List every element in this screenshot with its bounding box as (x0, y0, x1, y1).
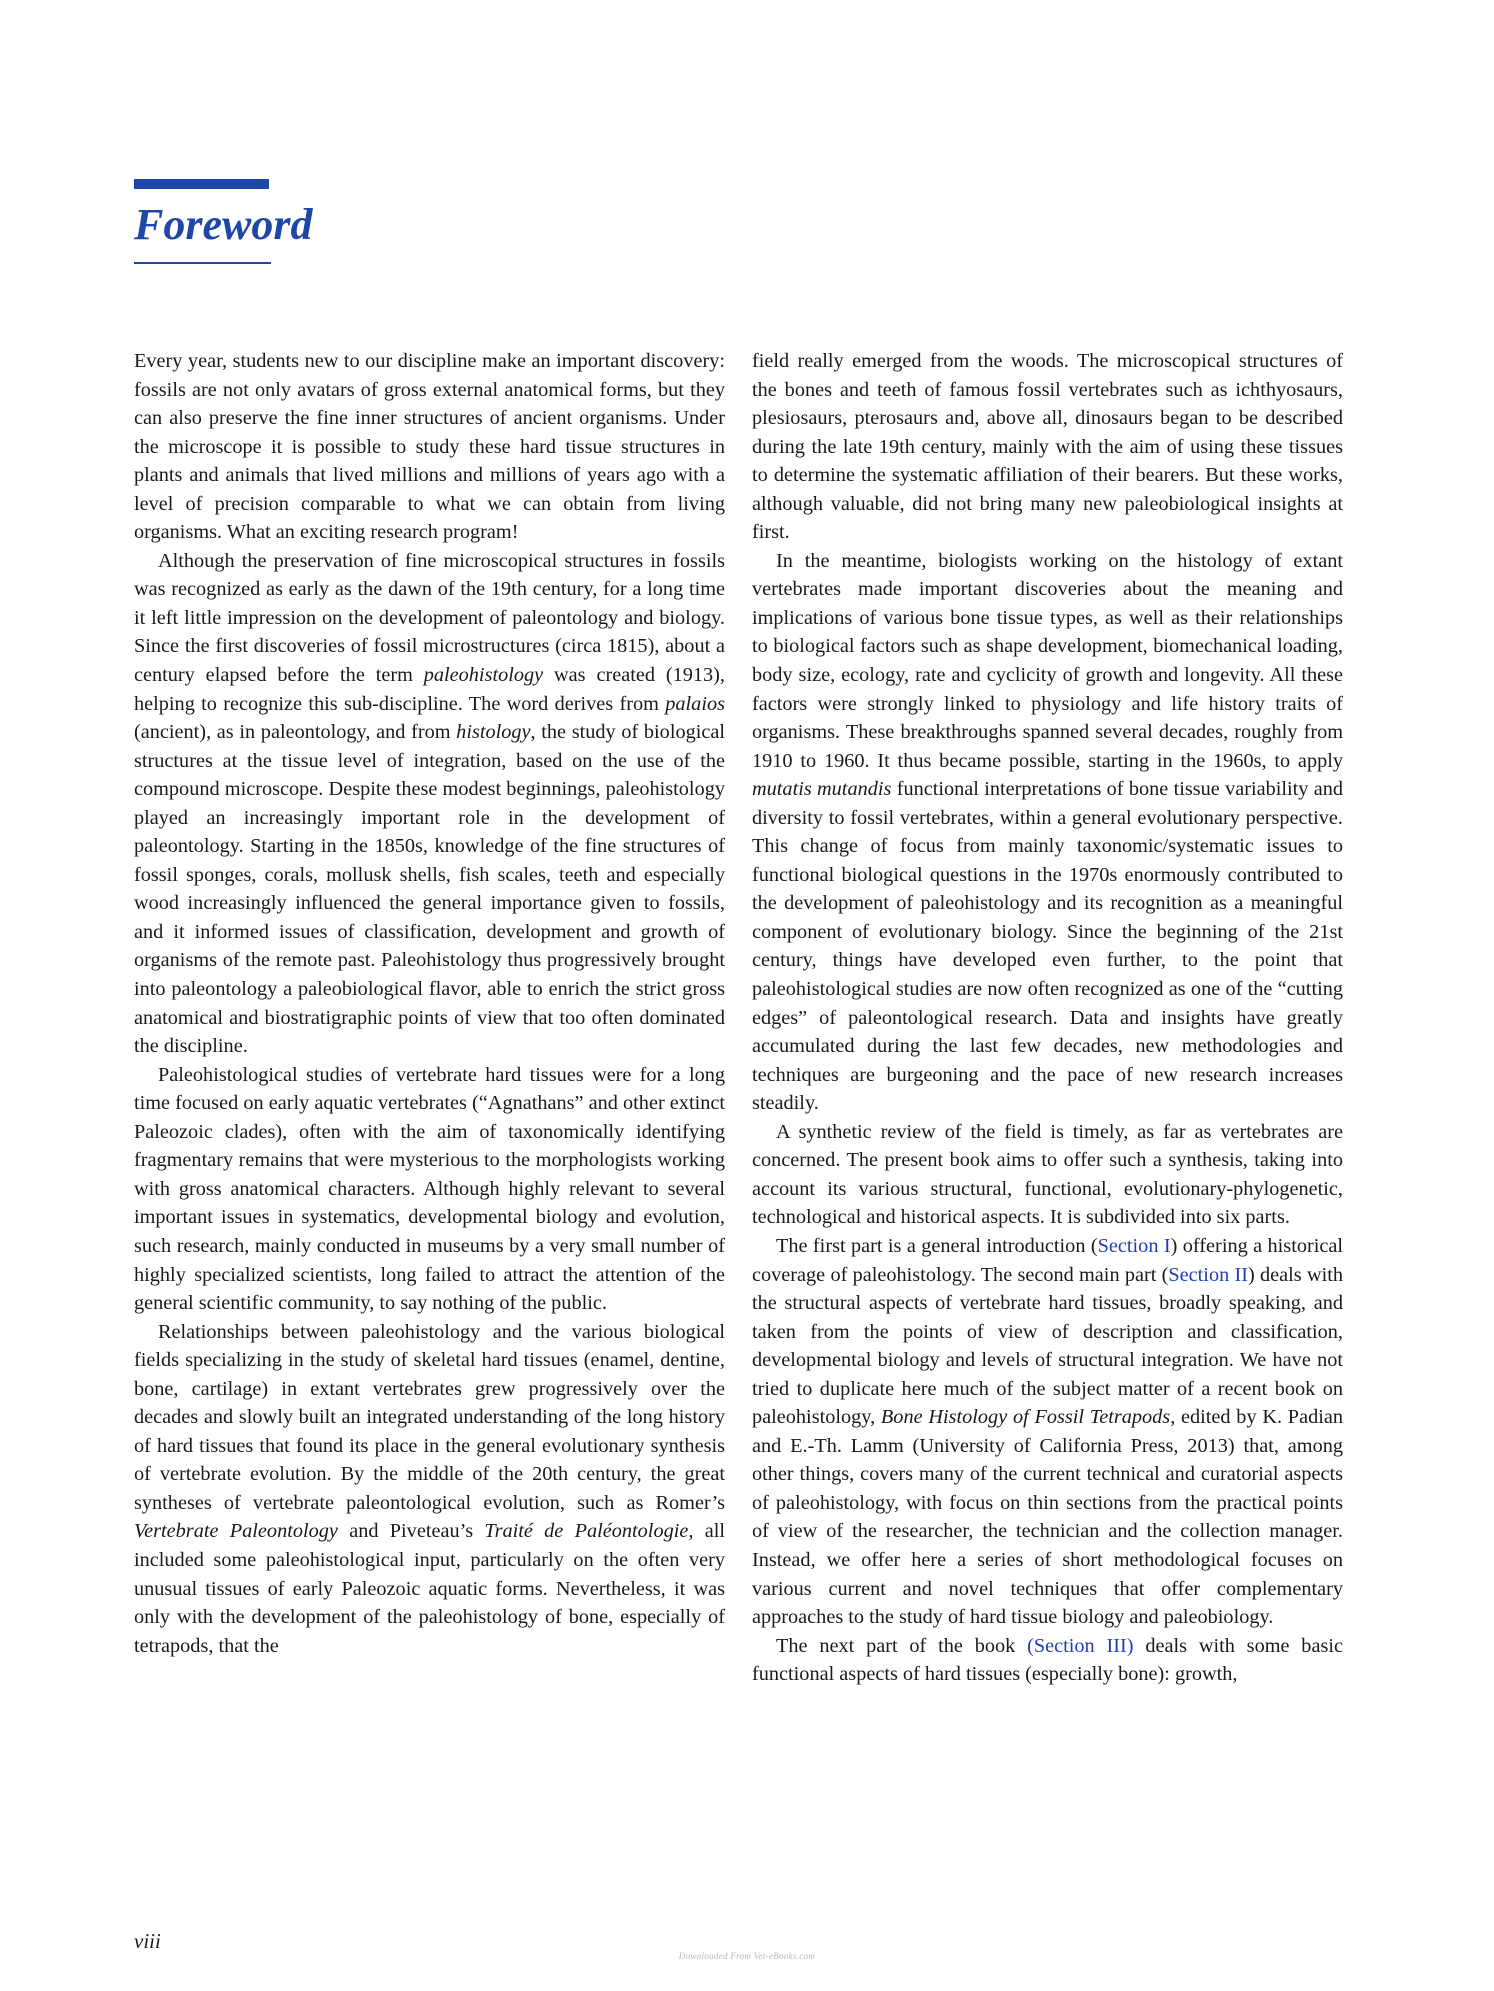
paragraph: Paleohistological studies of vertebrate hard tissues were for a long time focused on early aquatic vertebrates (“Agnathans” and other extinct Paleozoic clades), often with the aim of taxonomically identifying fragmentary remains that were mysterious to the morphologists working with gross anatomical characters. Although highly relevant to several important issues in systematics, developmental biology and evolution, such research, mainly conducted in museums by a very small number of highly specialized scientists, long failed to attract the attention of the general scientific community, to say nothing of the public. (134, 1063, 725, 1315)
italic-title: Vertebrate Paleontology (134, 1520, 338, 1543)
text-run: In the meantime, biologists working on the histology of extant vertebrates made important discoveries about the meaning and implications of various bone tissue types, as well as their relationships to biological factors such as shape development, biomechanical loading, body size, ecology, rate and cyclicity of growth and longevity. All these factors were strongly linked to physiology and life history traits of organisms. These breakthroughs spanned several decades, roughly from 1910 to 1960. It thus became possible, starting in the 1960s, to apply (752, 549, 1343, 772)
text-run: (ancient), as in paleontology, and from (134, 721, 457, 744)
text-run: was created (1913), helping to recognize this sub-discipline. The word derives from (134, 664, 725, 715)
text-run: ) offering a historical coverage of paleohistology. The second main part ( (752, 1234, 1343, 1286)
left-column (134, 347, 725, 1660)
text-run: functional interpretations of bone tissue variability and diversity to fossil vertebrates, within a general evolutionary perspective. This change of focus from mainly taxonomic/systematic issues to functional biological questions in the 1970s enormously contributed to the development of paleohistology and its recognition as a meaningful component of evolutionary biology. Since the beginning of the 21st century, things have developed even further, to the point that paleohistological studies are now often recognized as one of the “cutting edges” of paleontological research. Data and insights have greatly accumulated during the last few decades, new methodologies and techniques are burgeoning and the pace of new research increases steadily. (752, 778, 1344, 1115)
italic-term: histology (456, 721, 531, 744)
paragraph (134, 547, 725, 1061)
italic-term: palaios (665, 692, 725, 715)
italic-term: mutatis mutandis (752, 778, 892, 801)
paragraph (752, 1232, 1343, 1632)
page-title: Foreword (134, 200, 313, 249)
paragraph (752, 547, 1343, 1118)
text-run: , edited by K. Padian and E.-Th. Lamm (University of California Press, 2013) that, among other things, covers many of the current technical and curatorial aspects of paleohistology, with focus on thin sections from the practical points of view of the researcher, the technician and the collection manager. Instead, we offer here a series of short methodological focuses on various current and novel techniques that offer complementary approaches to the study of hard tissue biology and paleobiology. (752, 1406, 1343, 1629)
italic-title: Bone Histology of Fossil Tetrapods (880, 1406, 1171, 1429)
download-watermark: Downloaded From Vet-eBooks.com (678, 1951, 816, 1961)
heading-rule-top (134, 179, 269, 189)
text-run: and Piveteau’s (337, 1520, 485, 1543)
text-run: deals with some basic functional aspects of hard tissues (especially bone): growth, (752, 1634, 1343, 1686)
text-run: The next part of the book (776, 1634, 1028, 1657)
text-run: Although the preservation of fine microscopical structures in fossils was recognized as early as the dawn of the 19th century, for a long time it left little impression on the development of paleontology and biology. Since the first discoveries of fossil microstructures (circa 1815), about a century elapsed before the term (134, 549, 725, 687)
text-run: The first part is a general introduction ( (776, 1234, 1098, 1257)
section-iii-link[interactable]: (Section III) (1027, 1634, 1134, 1657)
page-number: viii (134, 1929, 161, 1953)
heading-rule-bottom (134, 262, 271, 264)
text-run: Relationships between paleohistology and the various biological fields specializing in the study of skeletal hard tissues (enamel, dentine, bone, cartilage) in extant vertebrates grew progressively over the decades and slowly built an integrated understanding of the long history of hard tissues that found its place in the general evolutionary synthesis of vertebrate evolution. By the middle of the 20th century, the great syntheses of vertebrate paleontological evolution, such as Romer’s (134, 1320, 725, 1514)
paragraph: A synthetic review of the field is timely, as far as vertebrates are concerned. The present book aims to offer such a synthesis, taking into account its various structural, functional, evolutionary-phylogenetic, technological and historical aspects. It is subdivided into six parts. (752, 1120, 1343, 1229)
paragraph: Every year, students new to our discipline make an important discovery: fossils are not only avatars of gross external anatomical forms, but they can also preserve the fine inner structures of ancient organisms. Under the microscope it is possible to study these hard tissue structures in plants and animals that lived millions and millions of years ago with a level of precision comparable to what we can obtain from living organisms. What an exciting research program! (134, 350, 725, 544)
italic-title: Traité de Paléontologie, (484, 1520, 694, 1543)
section-ii-link[interactable]: Section II (1168, 1263, 1248, 1286)
right-column (752, 347, 1343, 1689)
section-i-link[interactable]: Section I (1097, 1234, 1171, 1257)
paragraph (752, 1632, 1343, 1689)
paragraph: field really emerged from the woods. The microscopical structures of the bones and teeth of famous fossil vertebrates such as ichthyosaurs, plesiosaurs, pterosaurs and, above all, dinosaurs began to be described during the late 19th century, mainly with the aim of using these tissues to determine the systematic affiliation of their bearers. But these works, although valuable, did not bring many new paleobiological insights at first. (752, 350, 1343, 544)
text-run: all included some paleohistological input, particularly on the often very unusual tissues of early Paleozoic aquatic forms. Nevertheless, it was only with the development of the paleohistology of bone, especially of tetrapods, that the (134, 1520, 725, 1657)
italic-term: paleohistology (423, 664, 544, 687)
text-run: , the study of biological structures at the tissue level of integration, based on the use of the compound microscope. Despite these modest beginnings, paleohistology played an increasingly important role in the development of paleontology. Starting in the 1850s, knowledge of the fine structures of fossil sponges, corals, mollusk shells, fish scales, teeth and especially wood increasingly influenced the general importance given to fossils, and it informed issues of classification, development and growth of organisms of the remote past. Paleohistology thus progressively brought into paleontology a paleobiological flavor, able to enrich the strict gross anatomical and biostratigraphic points of view that too often dominated the discipline. (134, 721, 726, 1058)
text-run: ) deals with the structural aspects of vertebrate hard tissues, broadly speaking, and taken from the points of view of description and classification, developmental biology and levels of structural integration. We have not tried to duplicate here much of the subject matter of a recent book on paleohistology, (752, 1263, 1344, 1429)
paragraph (134, 1318, 725, 1661)
